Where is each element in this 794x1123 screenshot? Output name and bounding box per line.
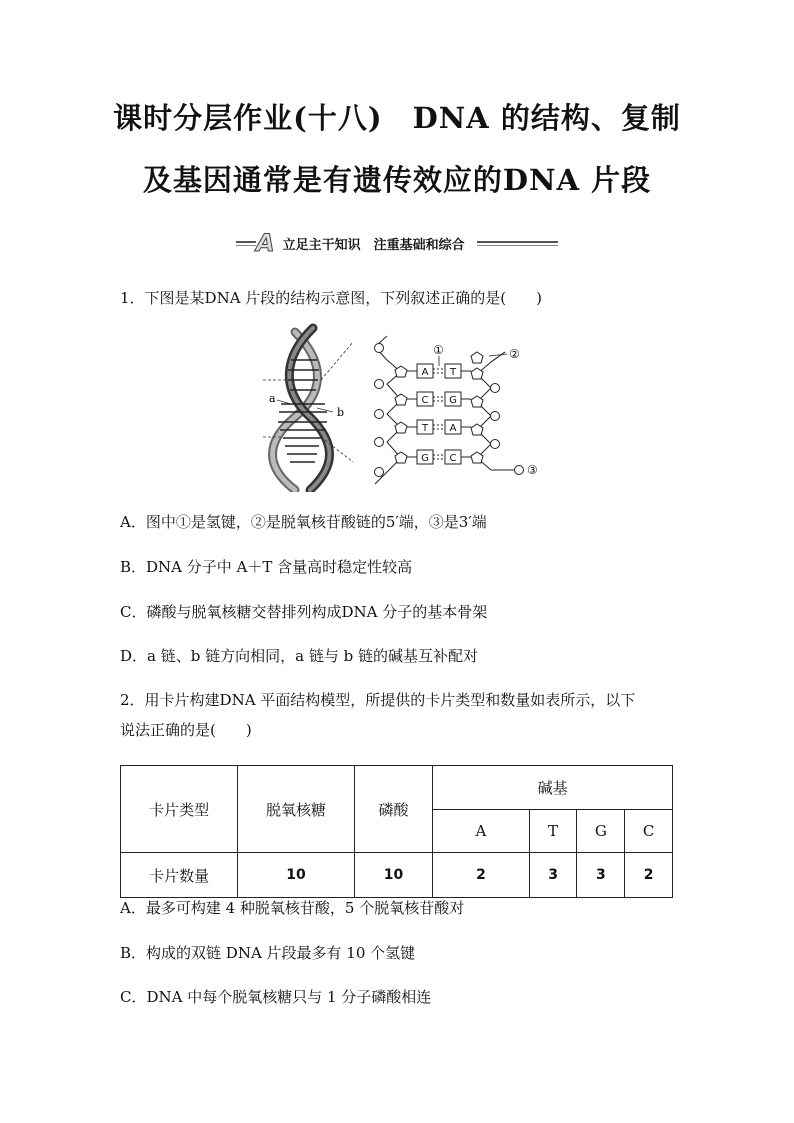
pair-4-right: C	[449, 453, 457, 464]
count-a: 2	[433, 853, 529, 898]
header-base-g: G	[577, 810, 625, 853]
q1-option-b: B．DNA 分子中 A＋T 含量高时稳定性较高	[120, 558, 413, 576]
marker-2: ②	[509, 347, 520, 361]
dna-structure-figure	[255, 322, 545, 492]
pair-2-right: G	[449, 395, 457, 406]
count-t: 3	[529, 853, 577, 898]
q2-option-c: C．DNA 中每个脱氧核糖只与 1 分子磷酸相连	[120, 988, 432, 1006]
header-card-type: 卡片类型	[121, 766, 238, 853]
pair-2-left: C	[421, 395, 429, 406]
sugar-count: 10	[238, 853, 354, 898]
banner-label	[256, 231, 477, 255]
question-2-stem-line1: 2．用卡片构建DNA 平面结构模型，所提供的卡片类型和数量如表所示，以下	[120, 691, 636, 709]
q1-option-a: A．图中①是氢键，②是脱氧核苷酸链的5′端，③是3′端	[120, 513, 487, 531]
header-base-a: A	[433, 810, 529, 853]
label-b: b	[337, 406, 345, 419]
q1-option-c: C．磷酸与脱氧核糖交替排列构成DNA 分子的基本骨架	[120, 603, 488, 621]
header-base: 碱基	[433, 766, 673, 810]
pair-1-left: A	[421, 367, 429, 378]
title-line-2: 及基因通常是有遗传效应的DNA 片段	[142, 163, 652, 197]
count-g: 3	[577, 853, 625, 898]
header-phosphate: 磷酸	[354, 766, 433, 853]
label-a: a	[269, 392, 276, 405]
phosphate-count: 10	[354, 853, 433, 898]
question-1-stem: 1．下图是某DNA 片段的结构示意图，下列叙述正确的是( )	[120, 289, 543, 307]
section-banner-text: 立足主干知识 注重基础和综合	[282, 237, 465, 253]
title-line-1: 课时分层作业(十八) DNA 的结构、复制	[113, 101, 681, 135]
pair-4-left: G	[421, 453, 429, 464]
table-row	[121, 853, 673, 898]
row-label: 卡片数量	[121, 853, 238, 898]
q2-option-b: B．构成的双链 DNA 片段最多有 10 个氢键	[120, 944, 416, 962]
header-base-c: C	[625, 810, 673, 853]
count-c: 2	[625, 853, 673, 898]
q2-option-a: A．最多可构建 4 种脱氧核苷酸，5 个脱氧核苷酸对	[120, 899, 465, 917]
section-banner	[236, 231, 558, 257]
header-sugar: 脱氧核糖	[238, 766, 354, 853]
double-helix-drawing	[263, 328, 353, 490]
pair-3-right: A	[449, 423, 457, 434]
card-table	[120, 765, 673, 898]
pair-1-right: T	[449, 367, 457, 378]
question-2-stem-line2: 说法正确的是( )	[120, 721, 252, 739]
marker-1: ①	[433, 343, 444, 357]
header-base-t: T	[529, 810, 577, 853]
section-letter-icon: A	[256, 229, 275, 257]
q1-option-d: D．a 链、b 链方向相同，a 链与 b 链的碱基互补配对	[120, 647, 478, 665]
planar-strand-drawing	[375, 336, 538, 484]
pair-3-left: T	[421, 423, 429, 434]
marker-3: ③	[527, 463, 538, 477]
